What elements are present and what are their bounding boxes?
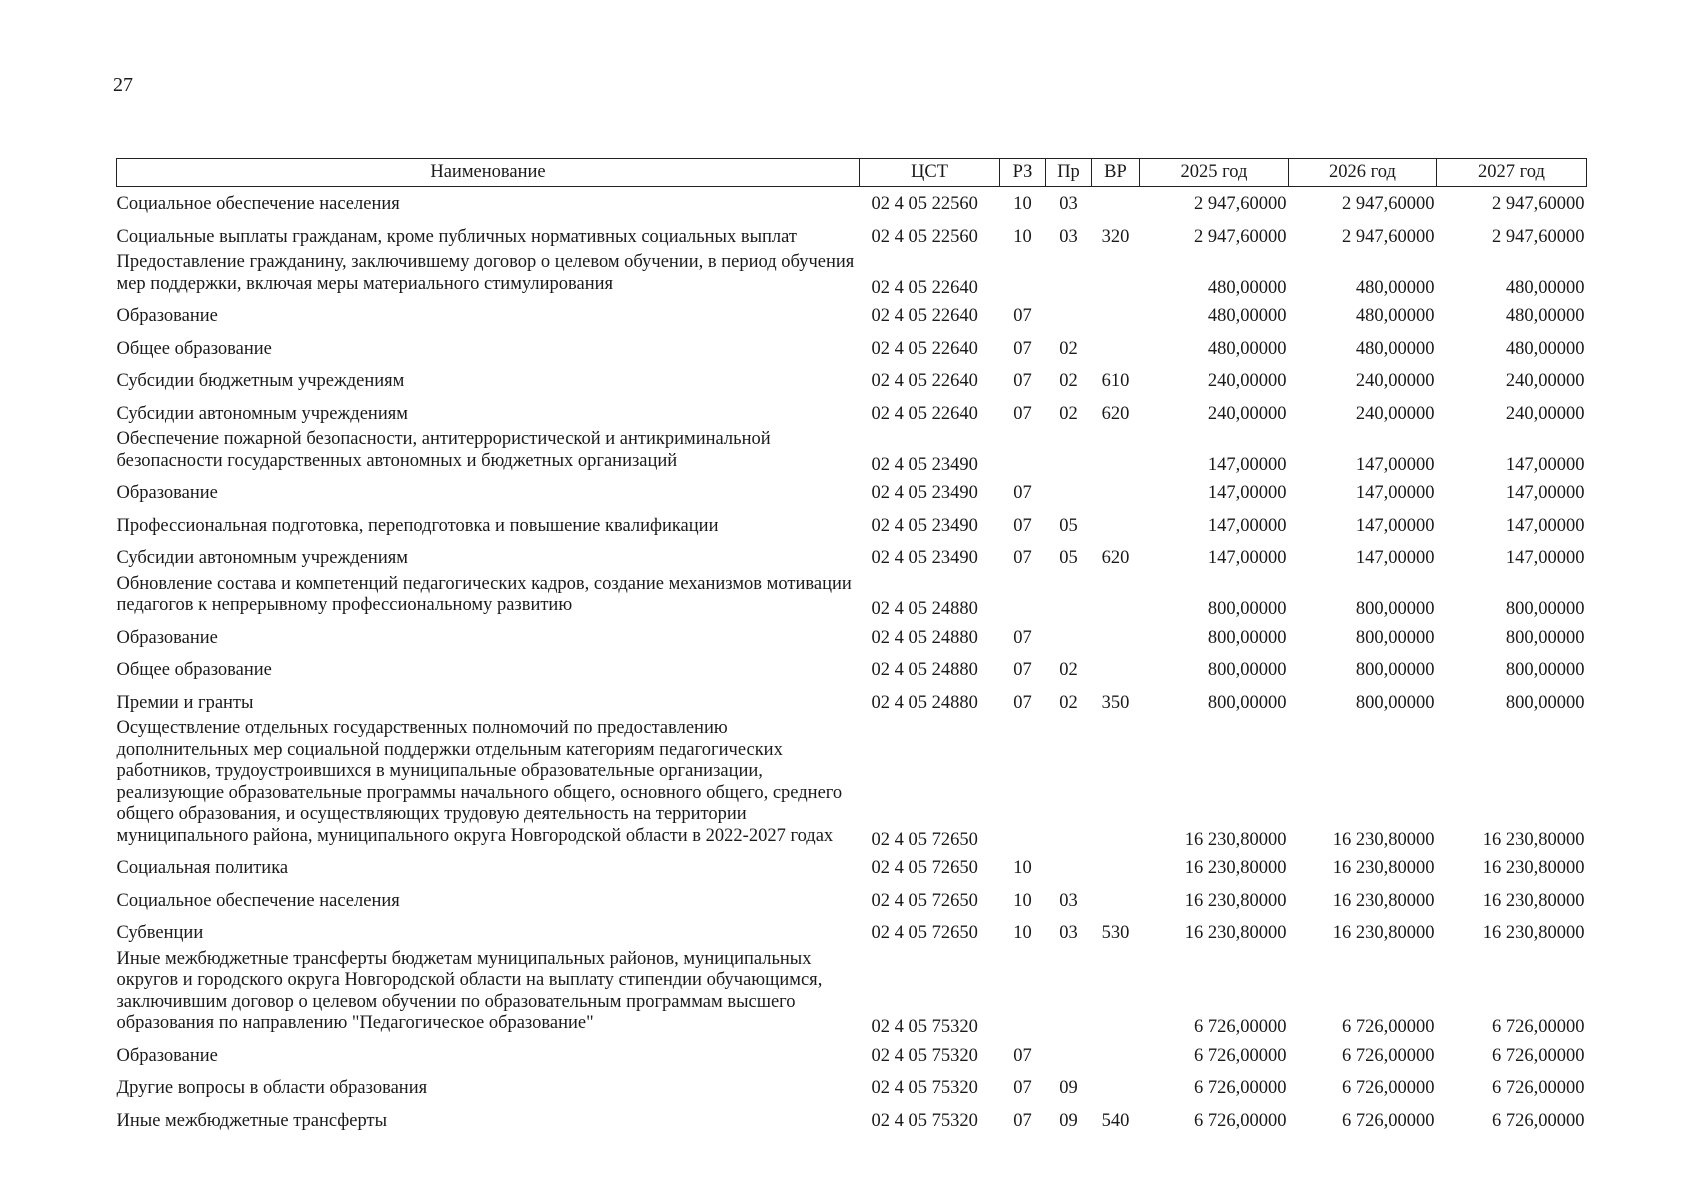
cell-pr: 02 xyxy=(1059,403,1078,424)
cell-rz xyxy=(1000,252,1046,299)
cell-vr xyxy=(1092,621,1140,654)
cell-amount-2026: 6 726,00000 xyxy=(1342,1017,1435,1037)
cell-amount-2025: 2 947,60000 xyxy=(1194,194,1287,214)
cell-vr: 610 xyxy=(1101,371,1130,391)
cell-vr xyxy=(1092,429,1140,476)
cell-cst: 02 4 05 75320 xyxy=(871,1017,978,1037)
cell-pr: 03 xyxy=(1059,923,1078,943)
cell-amount-2025: 480,00000 xyxy=(1207,306,1287,326)
cell-amount-2027: 480,00000 xyxy=(1505,277,1585,298)
table-row xyxy=(117,364,1587,397)
table-row xyxy=(117,476,1587,509)
cell-amount-2027: 480,00000 xyxy=(1505,306,1585,326)
cell-name: Социальное обеспечение населения xyxy=(116,890,400,911)
table-row xyxy=(117,949,1587,1039)
cell-amount-2027: 800,00000 xyxy=(1505,692,1585,713)
cell-name: Социальное обеспечение населения xyxy=(116,194,400,214)
cell-amount-2025: 16 230,80000 xyxy=(1184,923,1287,943)
cell-amount-2025: 800,00000 xyxy=(1207,660,1287,680)
table-row xyxy=(117,252,1587,299)
cell-amount-2027: 800,00000 xyxy=(1505,627,1585,648)
cell-vr: 620 xyxy=(1101,548,1130,568)
cell-cst: 02 4 05 75320 xyxy=(871,1110,978,1131)
cell-rz: 07 xyxy=(1013,1045,1032,1066)
cell-amount-2027: 147,00000 xyxy=(1505,548,1585,568)
cell-amount-2026: 800,00000 xyxy=(1355,627,1435,648)
table-row xyxy=(117,718,1587,851)
cell-amount-2025: 6 726,00000 xyxy=(1194,1017,1287,1037)
cell-vr: 350 xyxy=(1101,692,1130,713)
cell-amount-2027: 800,00000 xyxy=(1505,660,1585,680)
cell-amount-2027: 6 726,00000 xyxy=(1492,1045,1585,1066)
cell-pr: 05 xyxy=(1059,548,1078,568)
cell-cst: 02 4 05 24880 xyxy=(871,692,978,713)
cell-name: Премии и гранты xyxy=(116,692,254,713)
cell-rz: 10 xyxy=(1013,923,1032,943)
cell-amount-2027: 6 726,00000 xyxy=(1492,1078,1585,1098)
cell-rz: 07 xyxy=(1013,338,1032,359)
cell-amount-2025: 240,00000 xyxy=(1207,403,1287,424)
cell-name: Общее образование xyxy=(116,338,272,359)
cell-amount-2026: 16 230,80000 xyxy=(1332,923,1435,943)
table-row xyxy=(117,916,1587,949)
cell-amount-2025: 147,00000 xyxy=(1207,483,1287,503)
table-row xyxy=(117,884,1587,917)
cell-amount-2027: 6 726,00000 xyxy=(1492,1110,1585,1131)
cell-amount-2025: 2 947,60000 xyxy=(1194,226,1287,247)
cell-name: Образование xyxy=(116,483,218,503)
table-row xyxy=(117,509,1587,542)
cell-amount-2026: 480,00000 xyxy=(1355,277,1435,298)
cell-pr: 03 xyxy=(1059,226,1078,247)
cell-name: Профессиональная подготовка, переподготовка и повышение квалификации xyxy=(116,515,719,536)
cell-amount-2026: 480,00000 xyxy=(1355,338,1435,359)
cell-pr xyxy=(1046,851,1092,884)
table-row xyxy=(117,429,1587,476)
cell-name: Другие вопросы в области образования xyxy=(116,1078,428,1098)
cell-amount-2025: 480,00000 xyxy=(1207,338,1287,359)
cell-pr xyxy=(1046,299,1092,332)
cell-amount-2027: 16 230,80000 xyxy=(1482,890,1585,911)
cell-rz xyxy=(1000,949,1046,1039)
cell-rz: 10 xyxy=(1013,858,1032,878)
table-row xyxy=(117,621,1587,654)
cell-vr xyxy=(1092,509,1140,542)
cell-amount-2027: 147,00000 xyxy=(1505,483,1585,503)
cell-amount-2026: 800,00000 xyxy=(1355,599,1435,619)
cell-amount-2025: 800,00000 xyxy=(1207,599,1287,619)
cell-amount-2027: 6 726,00000 xyxy=(1492,1017,1585,1037)
cell-amount-2027: 16 230,80000 xyxy=(1482,858,1585,878)
cell-pr: 05 xyxy=(1059,515,1078,536)
cell-pr xyxy=(1046,574,1092,621)
header-2027: 2027 год xyxy=(1437,159,1587,187)
cell-rz: 10 xyxy=(1013,890,1032,911)
cell-amount-2026: 800,00000 xyxy=(1355,692,1435,713)
cell-cst: 02 4 05 72650 xyxy=(871,890,978,911)
cell-rz: 07 xyxy=(1013,692,1032,713)
cell-pr: 09 xyxy=(1059,1078,1078,1098)
table-row xyxy=(117,851,1587,884)
cell-pr: 03 xyxy=(1059,890,1078,911)
table-row xyxy=(117,574,1587,621)
cell-amount-2025: 800,00000 xyxy=(1207,692,1287,713)
cell-amount-2026: 147,00000 xyxy=(1355,515,1435,536)
cell-amount-2026: 240,00000 xyxy=(1355,403,1435,424)
cell-vr xyxy=(1092,299,1140,332)
cell-cst: 02 4 05 72650 xyxy=(871,923,978,943)
cell-amount-2025: 480,00000 xyxy=(1207,277,1287,298)
cell-pr xyxy=(1046,621,1092,654)
cell-amount-2027: 240,00000 xyxy=(1505,371,1585,391)
cell-pr: 09 xyxy=(1059,1110,1078,1131)
cell-pr xyxy=(1046,949,1092,1039)
cell-amount-2027: 16 230,80000 xyxy=(1482,923,1585,943)
cell-pr xyxy=(1046,252,1092,299)
cell-cst: 02 4 05 24880 xyxy=(871,599,978,619)
cell-name: Осуществление отдельных государственных полномочий по предоставлению дополнительных мер социальной поддержки отдельным категориям педагогических работников, трудоустроившихся в муниципальные образовательные организации, реализующие образовательные программы начального общего, основного общего, среднего общего образования, и осуществляющих трудовую деятельность на территории муниципального района, муниципального округа Новгородской области в 2022-2027 годах xyxy=(116,718,843,846)
cell-amount-2025: 147,00000 xyxy=(1207,515,1287,536)
cell-amount-2027: 2 947,60000 xyxy=(1492,194,1585,214)
header-rz: РЗ xyxy=(1000,159,1046,187)
cell-amount-2026: 147,00000 xyxy=(1355,548,1435,568)
table-row xyxy=(117,1104,1587,1137)
cell-pr: 02 xyxy=(1059,692,1078,713)
cell-vr xyxy=(1092,851,1140,884)
cell-cst: 02 4 05 22640 xyxy=(871,371,978,391)
header-2026: 2026 год xyxy=(1289,159,1437,187)
cell-amount-2025: 16 230,80000 xyxy=(1184,829,1287,850)
cell-cst: 02 4 05 23490 xyxy=(871,515,978,536)
cell-name: Образование xyxy=(116,1045,218,1066)
cell-cst: 02 4 05 24880 xyxy=(871,627,978,648)
cell-rz xyxy=(1000,574,1046,621)
cell-name: Социальная политика xyxy=(116,858,289,878)
header-name: Наименование xyxy=(117,159,860,187)
page-number: 27 xyxy=(113,74,133,96)
table-row xyxy=(117,299,1587,332)
cell-rz: 07 xyxy=(1013,1110,1032,1131)
cell-cst: 02 4 05 75320 xyxy=(871,1045,978,1066)
cell-amount-2025: 147,00000 xyxy=(1207,548,1287,568)
cell-rz: 10 xyxy=(1013,226,1032,247)
cell-name: Социальные выплаты гражданам, кроме публичных нормативных социальных выплат xyxy=(116,226,797,247)
cell-vr xyxy=(1092,187,1140,220)
cell-name: Субсидии автономным учреждениям xyxy=(116,403,408,424)
cell-amount-2026: 16 230,80000 xyxy=(1332,890,1435,911)
cell-rz: 07 xyxy=(1013,306,1032,326)
cell-cst: 02 4 05 22640 xyxy=(871,306,978,326)
cell-pr xyxy=(1046,718,1092,851)
cell-amount-2027: 2 947,60000 xyxy=(1492,226,1585,247)
table-row xyxy=(117,397,1587,430)
cell-name: Иные межбюджетные трансферты xyxy=(116,1110,388,1131)
cell-rz: 07 xyxy=(1013,483,1032,503)
cell-cst: 02 4 05 24880 xyxy=(871,660,978,680)
cell-name: Субсидии бюджетным учреждениям xyxy=(116,371,405,391)
table-row xyxy=(117,653,1587,686)
budget-table xyxy=(116,158,1587,1136)
cell-amount-2025: 16 230,80000 xyxy=(1184,858,1287,878)
cell-cst: 02 4 05 23490 xyxy=(871,454,978,475)
cell-cst: 02 4 05 22640 xyxy=(871,277,978,298)
cell-rz: 07 xyxy=(1013,548,1032,568)
cell-name: Образование xyxy=(116,627,218,648)
cell-vr xyxy=(1092,574,1140,621)
cell-name: Предоставление гражданину, заключившему договор о целевом обучении, в период обучения мер поддержки, включая меры материального стимулирования xyxy=(116,252,855,294)
cell-rz: 07 xyxy=(1013,1078,1032,1098)
cell-pr xyxy=(1046,429,1092,476)
cell-amount-2026: 6 726,00000 xyxy=(1342,1110,1435,1131)
cell-vr: 530 xyxy=(1101,923,1130,943)
table-row xyxy=(117,1039,1587,1072)
cell-amount-2026: 16 230,80000 xyxy=(1332,858,1435,878)
table-header xyxy=(117,159,1587,187)
cell-pr: 02 xyxy=(1059,660,1078,680)
cell-rz: 07 xyxy=(1013,627,1032,648)
cell-vr xyxy=(1092,332,1140,365)
cell-vr xyxy=(1092,653,1140,686)
cell-vr xyxy=(1092,884,1140,917)
cell-amount-2025: 16 230,80000 xyxy=(1184,890,1287,911)
cell-amount-2026: 147,00000 xyxy=(1355,483,1435,503)
cell-amount-2025: 6 726,00000 xyxy=(1194,1110,1287,1131)
cell-amount-2025: 800,00000 xyxy=(1207,627,1287,648)
cell-rz: 07 xyxy=(1013,371,1032,391)
cell-vr: 540 xyxy=(1101,1110,1130,1131)
cell-cst: 02 4 05 72650 xyxy=(871,858,978,878)
cell-amount-2027: 240,00000 xyxy=(1505,403,1585,424)
cell-pr: 03 xyxy=(1059,194,1078,214)
cell-amount-2027: 16 230,80000 xyxy=(1482,829,1585,850)
cell-amount-2026: 6 726,00000 xyxy=(1342,1045,1435,1066)
cell-amount-2027: 800,00000 xyxy=(1505,599,1585,619)
cell-name: Обеспечение пожарной безопасности, антитеррористической и антикриминальной безопасности государственных автономных и бюджетных организаций xyxy=(116,429,771,471)
cell-amount-2026: 2 947,60000 xyxy=(1342,226,1435,247)
header-row xyxy=(117,159,1587,187)
cell-pr: 02 xyxy=(1059,338,1078,359)
cell-amount-2027: 147,00000 xyxy=(1505,454,1585,475)
cell-cst: 02 4 05 22640 xyxy=(871,338,978,359)
cell-cst: 02 4 05 23490 xyxy=(871,483,978,503)
cell-name: Субвенции xyxy=(116,923,204,943)
table-row xyxy=(117,187,1587,220)
cell-amount-2026: 480,00000 xyxy=(1355,306,1435,326)
cell-amount-2027: 147,00000 xyxy=(1505,515,1585,536)
cell-name: Общее образование xyxy=(116,660,272,680)
cell-cst: 02 4 05 22560 xyxy=(871,194,978,214)
table-row xyxy=(117,332,1587,365)
table-row xyxy=(117,1071,1587,1104)
cell-amount-2026: 240,00000 xyxy=(1355,371,1435,391)
header-2025: 2025 год xyxy=(1140,159,1289,187)
cell-vr: 320 xyxy=(1101,226,1130,247)
header-cst: ЦСТ xyxy=(860,159,1000,187)
cell-vr: 620 xyxy=(1101,403,1130,424)
cell-vr xyxy=(1092,718,1140,851)
cell-rz: 07 xyxy=(1013,403,1032,424)
cell-amount-2026: 800,00000 xyxy=(1355,660,1435,680)
cell-amount-2025: 6 726,00000 xyxy=(1194,1045,1287,1066)
cell-amount-2025: 240,00000 xyxy=(1207,371,1287,391)
cell-name: Иные межбюджетные трансферты бюджетам муниципальных районов, муниципальных округов и городского округа Новгородской области на выплату стипендии обучающимся, заключившим договор о целевом обучении по образовательным программам высшего образования по направлению "Педагогическое образование" xyxy=(116,948,823,1033)
cell-vr xyxy=(1092,1071,1140,1104)
cell-cst: 02 4 05 23490 xyxy=(871,548,978,568)
cell-amount-2026: 16 230,80000 xyxy=(1332,829,1435,850)
table-row xyxy=(117,686,1587,719)
cell-amount-2026: 147,00000 xyxy=(1355,454,1435,475)
table-row xyxy=(117,220,1587,253)
cell-cst: 02 4 05 72650 xyxy=(871,829,978,850)
cell-name: Образование xyxy=(116,306,218,326)
header-pr: Пр xyxy=(1046,159,1092,187)
cell-amount-2025: 147,00000 xyxy=(1207,454,1287,475)
cell-pr xyxy=(1046,1039,1092,1072)
cell-name: Субсидии автономным учреждениям xyxy=(116,548,408,568)
cell-cst: 02 4 05 22560 xyxy=(871,226,978,247)
header-vr: ВР xyxy=(1092,159,1140,187)
cell-rz: 07 xyxy=(1013,515,1032,536)
cell-vr xyxy=(1092,949,1140,1039)
cell-vr xyxy=(1092,476,1140,509)
cell-pr: 02 xyxy=(1059,371,1078,391)
cell-vr xyxy=(1092,1039,1140,1072)
cell-amount-2027: 480,00000 xyxy=(1505,338,1585,359)
cell-pr xyxy=(1046,476,1092,509)
cell-cst: 02 4 05 75320 xyxy=(871,1078,978,1098)
cell-amount-2026: 6 726,00000 xyxy=(1342,1078,1435,1098)
cell-amount-2025: 6 726,00000 xyxy=(1194,1078,1287,1098)
cell-vr xyxy=(1092,252,1140,299)
cell-rz: 07 xyxy=(1013,660,1032,680)
cell-rz: 10 xyxy=(1013,194,1032,214)
table-body xyxy=(117,187,1587,1137)
cell-rz xyxy=(1000,718,1046,851)
cell-rz xyxy=(1000,429,1046,476)
table-row xyxy=(117,541,1587,574)
cell-amount-2026: 2 947,60000 xyxy=(1342,194,1435,214)
cell-cst: 02 4 05 22640 xyxy=(871,403,978,424)
cell-name: Обновление состава и компетенций педагогических кадров, создание механизмов мотивации педагогов к непрерывному профессиональному развитию xyxy=(116,573,852,615)
